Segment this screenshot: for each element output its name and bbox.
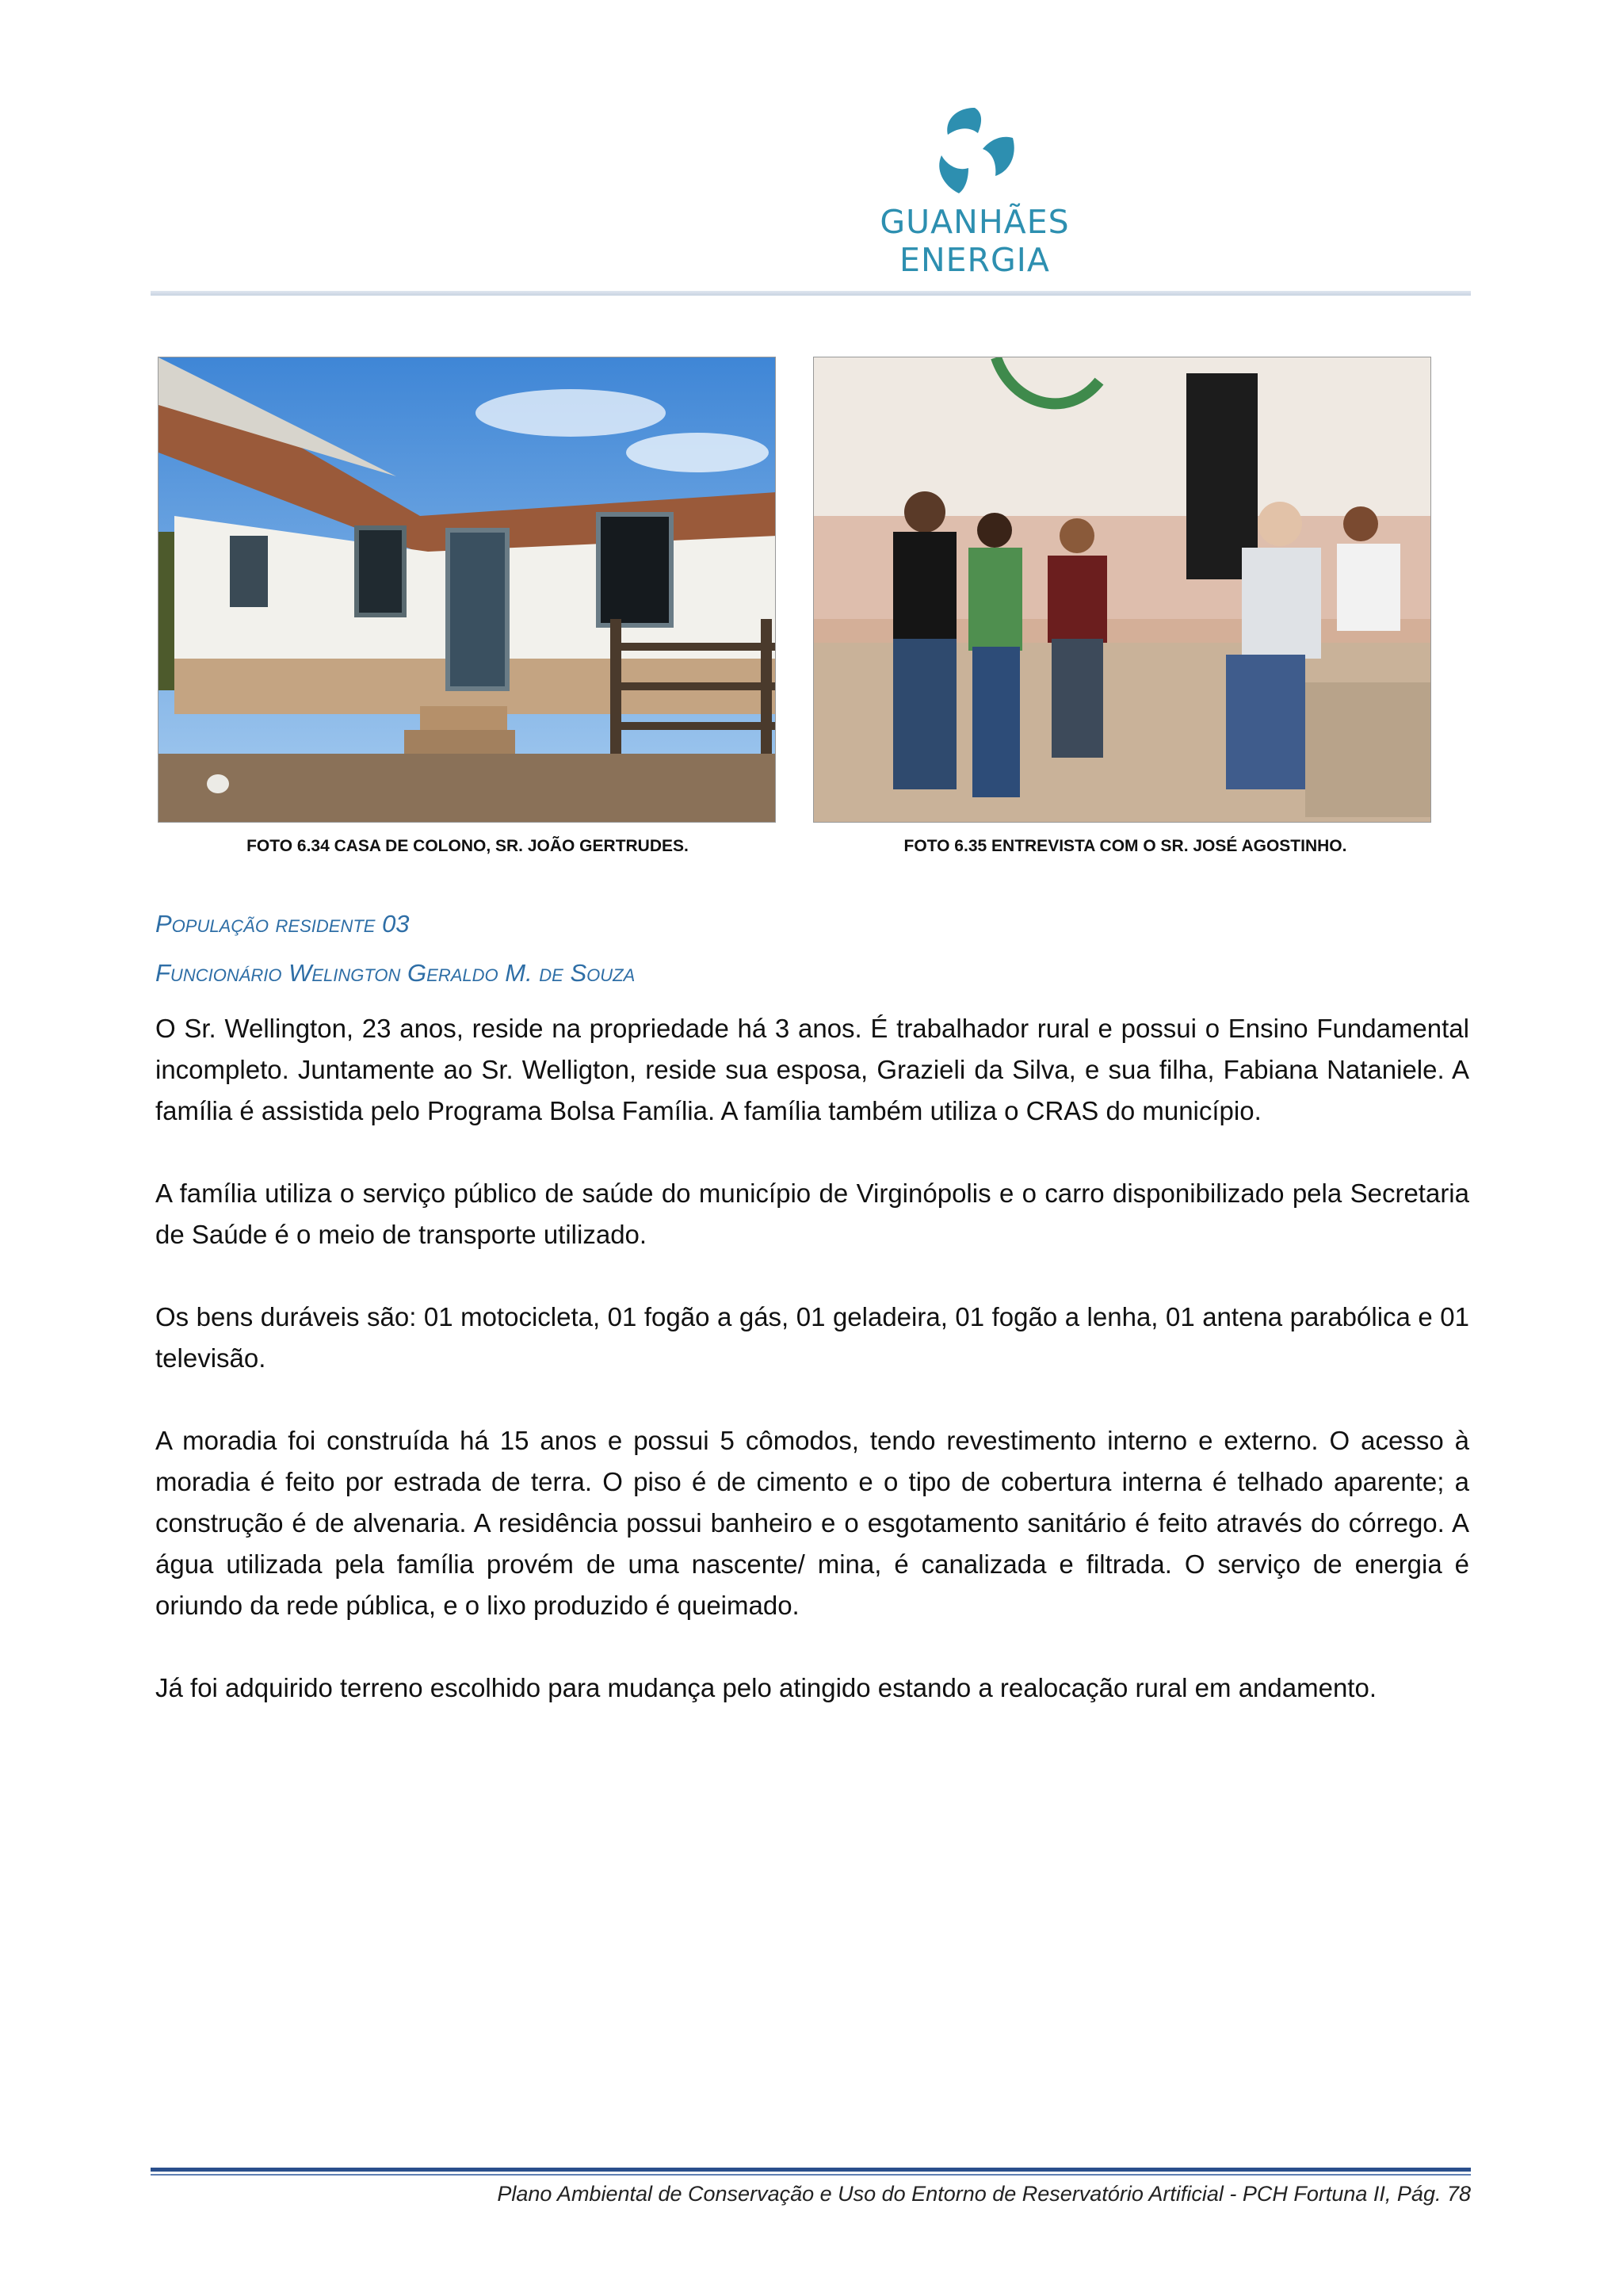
page-footer: Plano Ambiental de Conservação e Uso do Entorno de Reservatório Artificial - PCH Fortuna II, Pág. 78 <box>497 2182 1471 2206</box>
logo-swirl-icon <box>924 103 1025 198</box>
photo-interview <box>813 357 1431 823</box>
footer-divider <box>151 2168 1471 2172</box>
section-subheading: Funcionário Welington Geraldo M. de Souza <box>155 959 636 987</box>
paragraph: A moradia foi construída há 15 anos e possui 5 cômodos, tendo revestimento interno e externo. O acesso à moradia é feito por estrada de terra. O piso é de cimento e o tipo de cobertura interna é telhado aparente; a construção é de alvenaria. A residência possui banheiro e o esgotamento sanitário é feito através do córrego. A água utilizada pela família provém de uma nascente/ mina, é canalizada e filtrada. O serviço de energia é oriundo da rede pública, e o lixo produzido é queimado. <box>155 1426 1469 1620</box>
company-logo <box>816 103 1133 279</box>
photo-house <box>158 357 776 823</box>
section-heading: População residente 03 <box>155 910 410 938</box>
header-divider <box>151 291 1471 296</box>
paragraph: Os bens duráveis são: 01 motocicleta, 01 fogão a gás, 01 geladeira, 01 fogão a lenha, 01 antena parabólica e 01 televisão. <box>155 1302 1469 1373</box>
paragraph: O Sr. Wellington, 23 anos, reside na propriedade há 3 anos. É trabalhador rural e possui o Ensino Fundamental incompleto. Juntamente ao Sr. Welligton, reside sua esposa, Grazieli da Silva, e sua filha, Fabiana Nataniele. A família é assistida pelo Programa Bolsa Família. A família também utiliza o CRAS do município. <box>155 1014 1469 1125</box>
body-text <box>155 1008 1469 1750</box>
photo-caption: FOTO 6.34 CASA DE COLONO, SR. JOÃO GERTRUDES. <box>246 837 689 855</box>
paragraph: A família utiliza o serviço público de saúde do município de Virginópolis e o carro disponibilizado pela Secretaria de Saúde é o meio de transporte utilizado. <box>155 1179 1469 1249</box>
photo-caption: FOTO 6.35 ENTREVISTA COM O SR. JOSÉ AGOSTINHO. <box>903 837 1347 855</box>
paragraph: Já foi adquirido terreno escolhido para mudança pelo atingido estando a realocação rural em andamento. <box>155 1673 1377 1702</box>
footer-divider <box>151 2174 1471 2176</box>
logo-text: GUANHÃES ENERGIA <box>880 203 1070 279</box>
